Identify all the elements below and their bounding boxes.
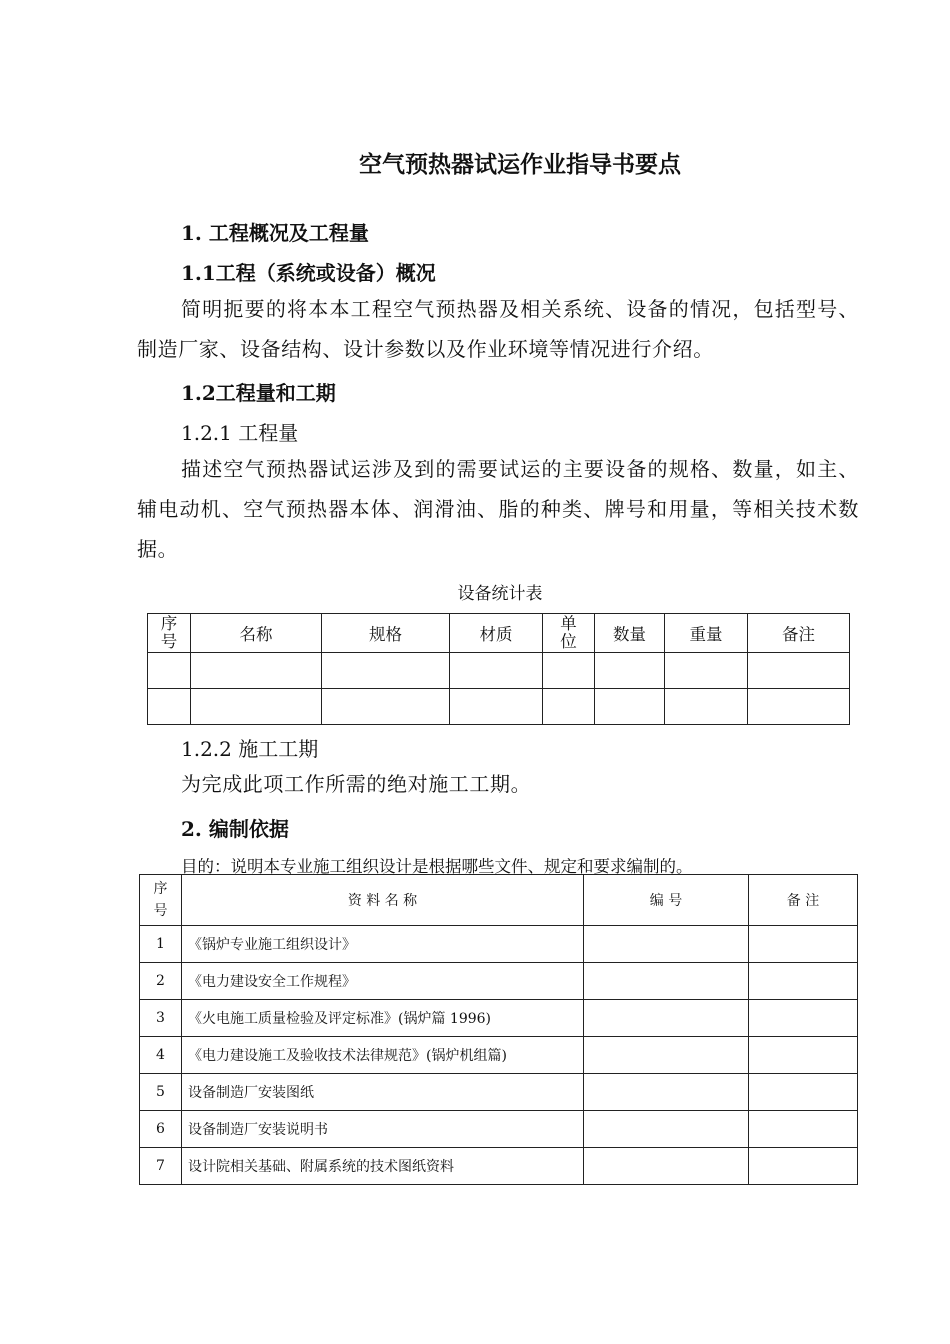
table-row: [140, 963, 858, 1000]
table-row: [140, 1111, 858, 1148]
header-qty: 数量: [595, 614, 665, 653]
row-number: 5: [140, 1074, 182, 1111]
section-1-2-2-heading: 1.2.2 施工工期: [181, 737, 319, 761]
table-row: [140, 1000, 858, 1037]
header-remark: 备 注: [749, 875, 858, 926]
table-row: [140, 926, 858, 963]
section-1-2-1-heading: 1.2.1 工程量: [181, 421, 299, 445]
table-row: [140, 1148, 858, 1185]
row-doc-name: 《电力建设安全工作规程》: [182, 963, 584, 1000]
header-code: 编 号: [584, 875, 749, 926]
row-number: 4: [140, 1037, 182, 1074]
header-weight: 重量: [665, 614, 748, 653]
row-doc-name: 设备制造厂安装说明书: [182, 1111, 584, 1148]
section-1-1-paragraph: 简明扼要的将本本工程空气预热器及相关系统、设备的情况，包括型号、制造厂家、设备结构、设计参数以及作业环境等情况进行介绍。: [137, 297, 859, 361]
reference-table: [139, 874, 858, 1185]
row-doc-name: 设备制造厂安装图纸: [182, 1074, 584, 1111]
section-2-note: 目的：说明本专业施工组织设计是根据哪些文件、规定和要求编制的。: [181, 857, 693, 876]
row-number: 3: [140, 1000, 182, 1037]
section-1-2-heading: 1.2工程量和工期: [181, 381, 336, 405]
equipment-table: [147, 613, 850, 725]
table-row: [148, 689, 850, 725]
row-number: 1: [140, 926, 182, 963]
table-row: [140, 1037, 858, 1074]
row-doc-name: 《锅炉专业施工组织设计》: [182, 926, 584, 963]
section-2-heading: 2. 编制依据: [181, 817, 289, 841]
equipment-table-caption: 设备统计表: [457, 584, 543, 604]
header-seq: 序 号: [140, 875, 182, 926]
section-1-heading: 1. 工程概况及工程量: [181, 221, 369, 245]
table-row: [148, 653, 850, 689]
section-1-2-1-paragraph: 描述空气预热器试运涉及到的需要试运的主要设备的规格、数量，如主、辅电动机、空气预热器本体、润滑油、脂的种类、牌号和用量，等相关技术数据。: [137, 457, 859, 561]
row-doc-name: 《电力建设施工及验收技术法律规范》(锅炉机组篇): [182, 1037, 584, 1074]
header-material: 材质: [450, 614, 543, 653]
reference-table-header-row: [140, 875, 858, 926]
header-doc-name: 资 料 名 称: [182, 875, 584, 926]
row-number: 2: [140, 963, 182, 1000]
section-1-2-2-paragraph: 为完成此项工作所需的绝对施工工期。: [181, 772, 532, 796]
page-title: 空气预热器试运作业指导书要点: [359, 151, 681, 178]
section-1-1-heading: 1.1工程（系统或设备）概况: [181, 261, 436, 285]
header-seq: 序 号: [148, 614, 191, 653]
header-spec: 规格: [322, 614, 450, 653]
header-unit: 单 位: [543, 614, 595, 653]
row-number: 7: [140, 1148, 182, 1185]
row-doc-name: 《火电施工质量检验及评定标准》(锅炉篇 1996): [182, 1000, 584, 1037]
header-name: 名称: [191, 614, 322, 653]
row-doc-name: 设计院相关基础、附属系统的技术图纸资料: [182, 1148, 584, 1185]
table-row: [140, 1074, 858, 1111]
equipment-table-header-row: [148, 614, 850, 653]
header-remark: 备注: [748, 614, 850, 653]
row-number: 6: [140, 1111, 182, 1148]
